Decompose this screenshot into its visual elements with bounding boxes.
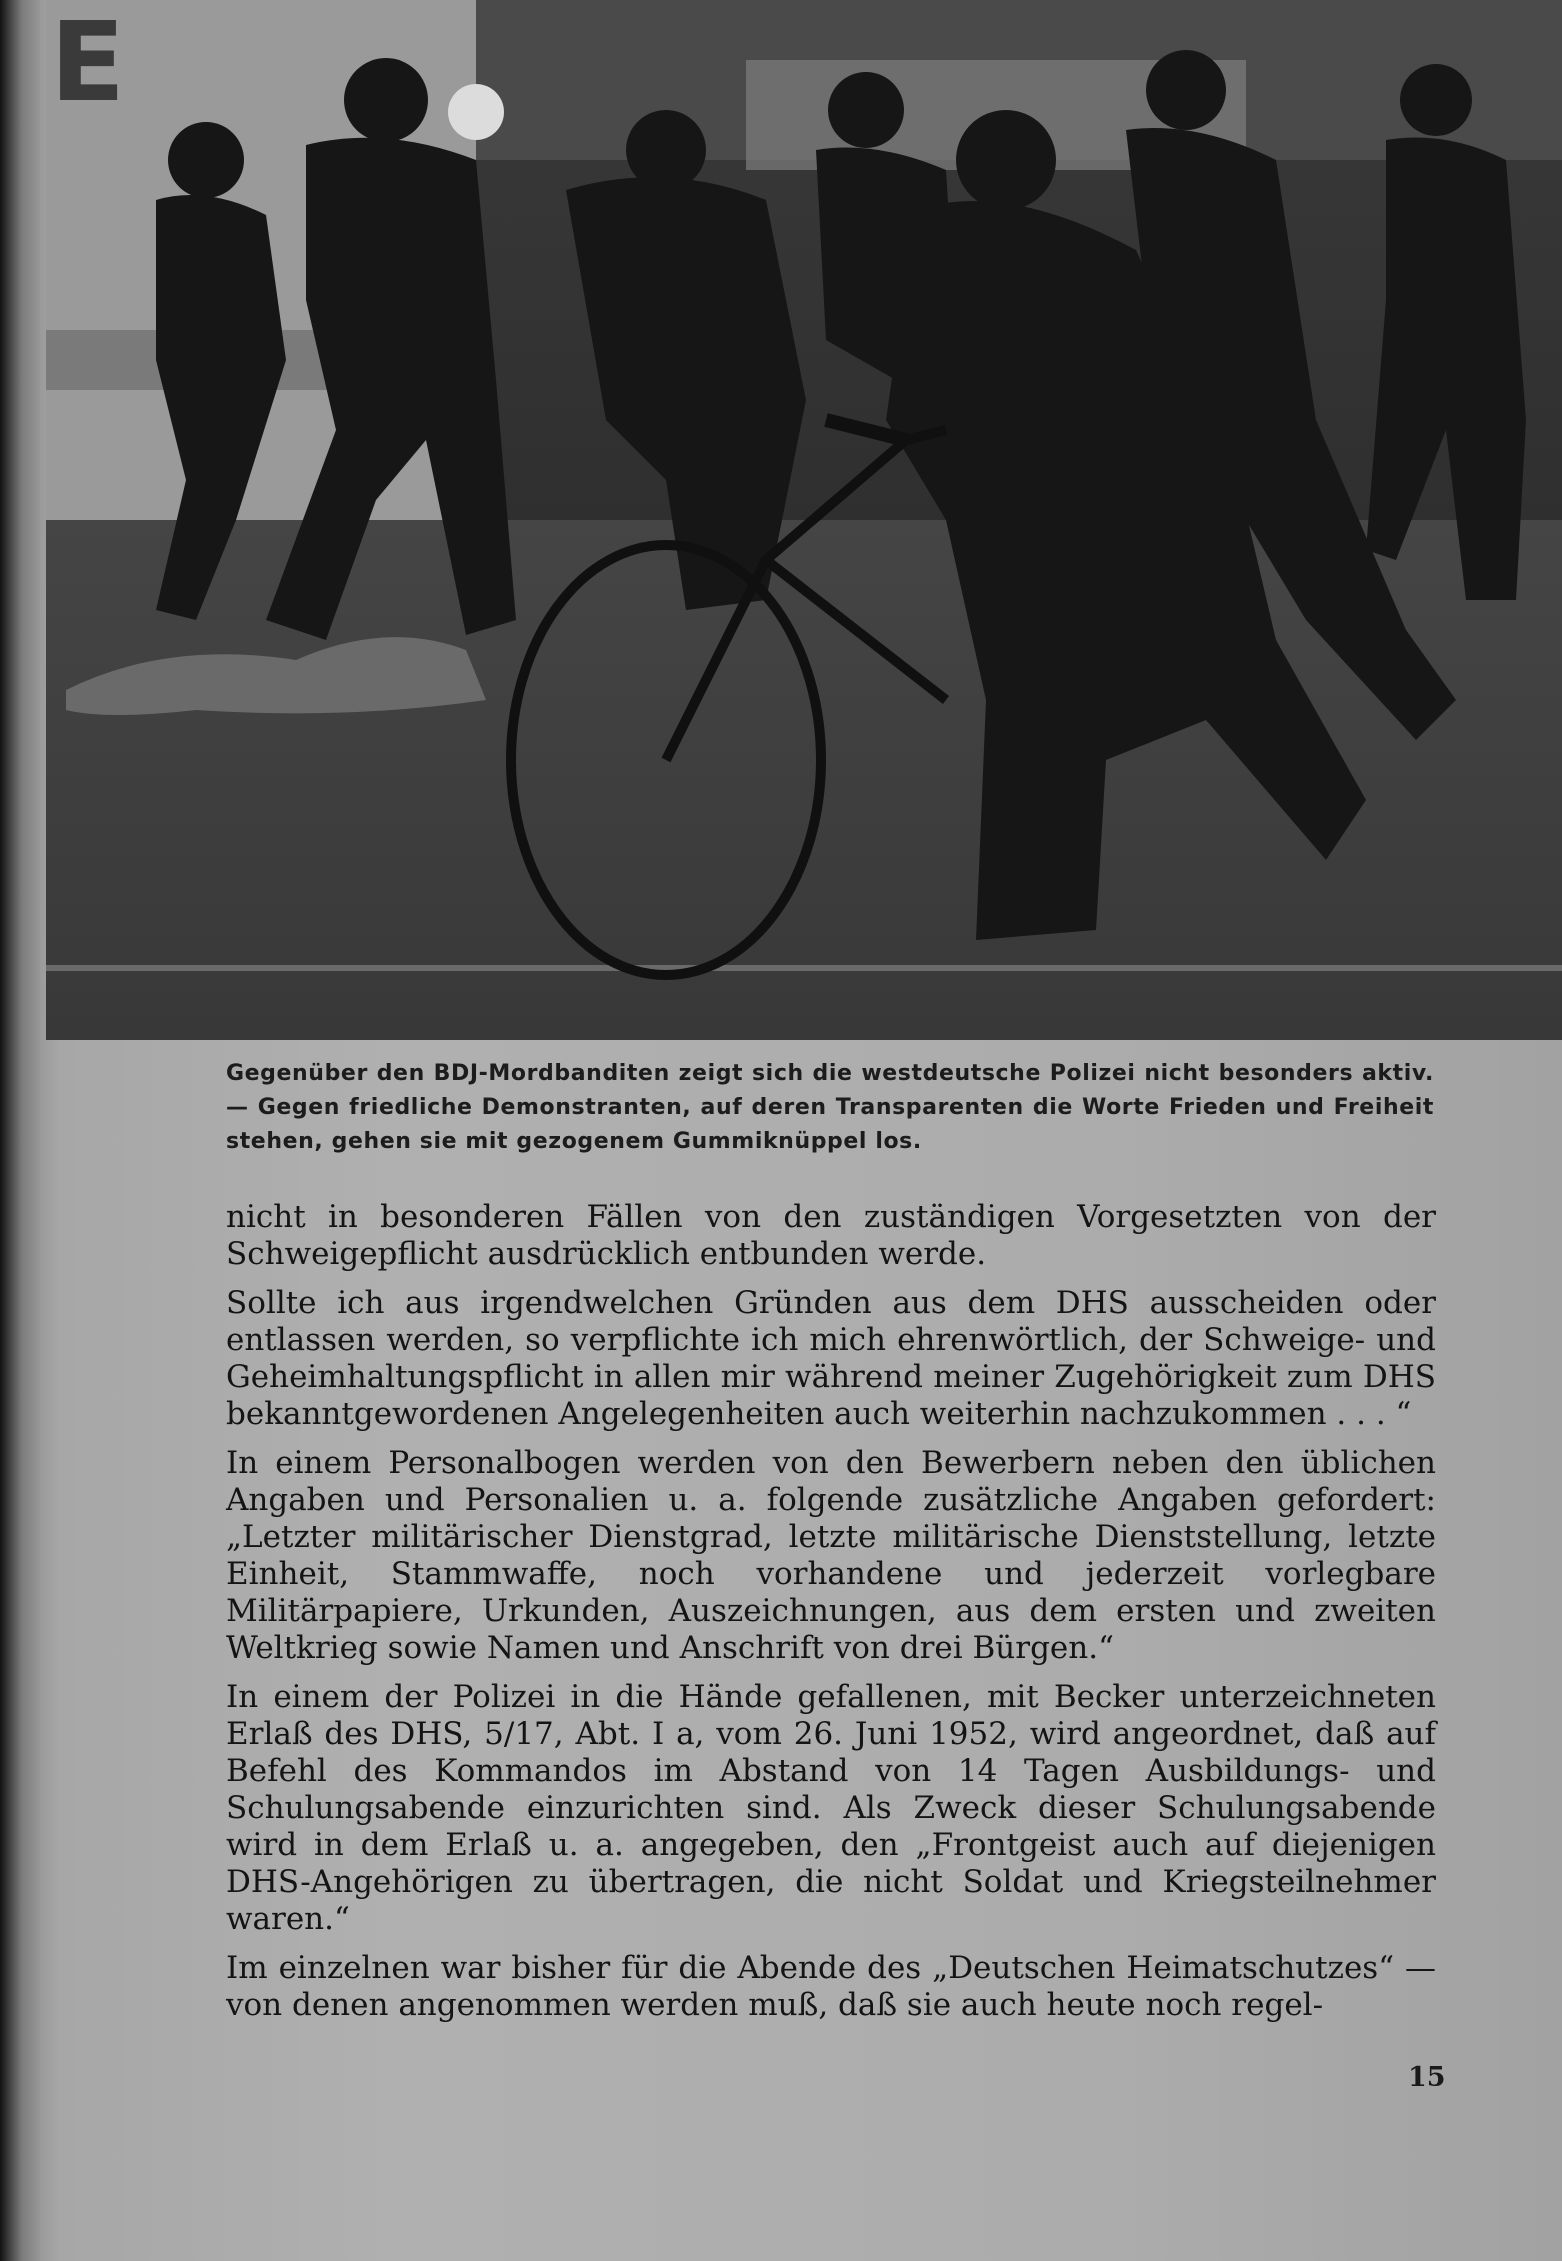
banner-letters: E [50, 0, 126, 126]
photo-caption: Gegenüber den BDJ-Mordbanditen zeigt sich die westdeutsche Polizei nicht besonders aktiv. — Gegen friedliche Demonstranten, auf deren Transparenten die Worte Frieden und Freiheit stehen, gehen sie mit gezogenem Gummiknüppel los. [226, 1061, 1434, 1154]
paragraph: Im einzelnen war bisher für die Abende des „Deutschen Heimatschutzes“ — von denen angenommen werden muß, daß sie auch heute noch regel- [226, 1950, 1436, 2023]
page-number: 15 [1408, 2062, 1446, 2093]
news-photograph [46, 0, 1562, 1040]
body-text [226, 1199, 1436, 2036]
paragraph: In einem Personalbogen werden von den Bewerbern neben den üblichen Angaben und Personalien u. a. folgende zusätzliche Angaben gefordert: „Letzter militärischer Dienstgrad, letzte militärische Dienststellung, letzte Einheit, Stammwaffe, noch vorhandene und jederzeit vorlegbare Militärpapiere, Urkunden, Auszeichnungen, aus dem ersten und zweiten Weltkrieg sowie Namen und Anschrift von drei Bürgen.“ [226, 1445, 1436, 1666]
paragraph: In einem der Polizei in die Hände gefallenen, mit Becker unterzeichneten Erlaß des DHS, 5/17, Abt. I a, vom 26. Juni 1952, wird angeordnet, daß auf Befehl des Kommandos im Abstand von 14 Tagen Ausbildungs- und Schulungsabende einzurichten sind. Als Zweck dieser Schulungsabende wird in dem Erlaß u. a. angegeben, den „Frontgeist auch auf diejenigen DHS-Angehörigen zu übertragen, die nicht Soldat und Kriegsteilnehmer waren.“ [226, 1679, 1436, 1937]
paragraph: Sollte ich aus irgendwelchen Gründen aus dem DHS ausscheiden oder entlassen werden, so verpflichte ich mich ehrenwörtlich, der Schweige- und Geheimhaltungspflicht in allen mir während meiner Zugehörigkeit zum DHS bekanntgewordenen Angelegenheiten auch weiterhin nachzukommen . . . “ [226, 1285, 1436, 1432]
thrown-object [448, 84, 504, 140]
paragraph: nicht in besonderen Fällen von den zuständigen Vorgesetzten von der Schweigepflicht ausdrücklich entbunden werde. [226, 1199, 1436, 1272]
photo-illustration [46, 0, 1562, 1040]
book-binding-edge [0, 0, 40, 2261]
